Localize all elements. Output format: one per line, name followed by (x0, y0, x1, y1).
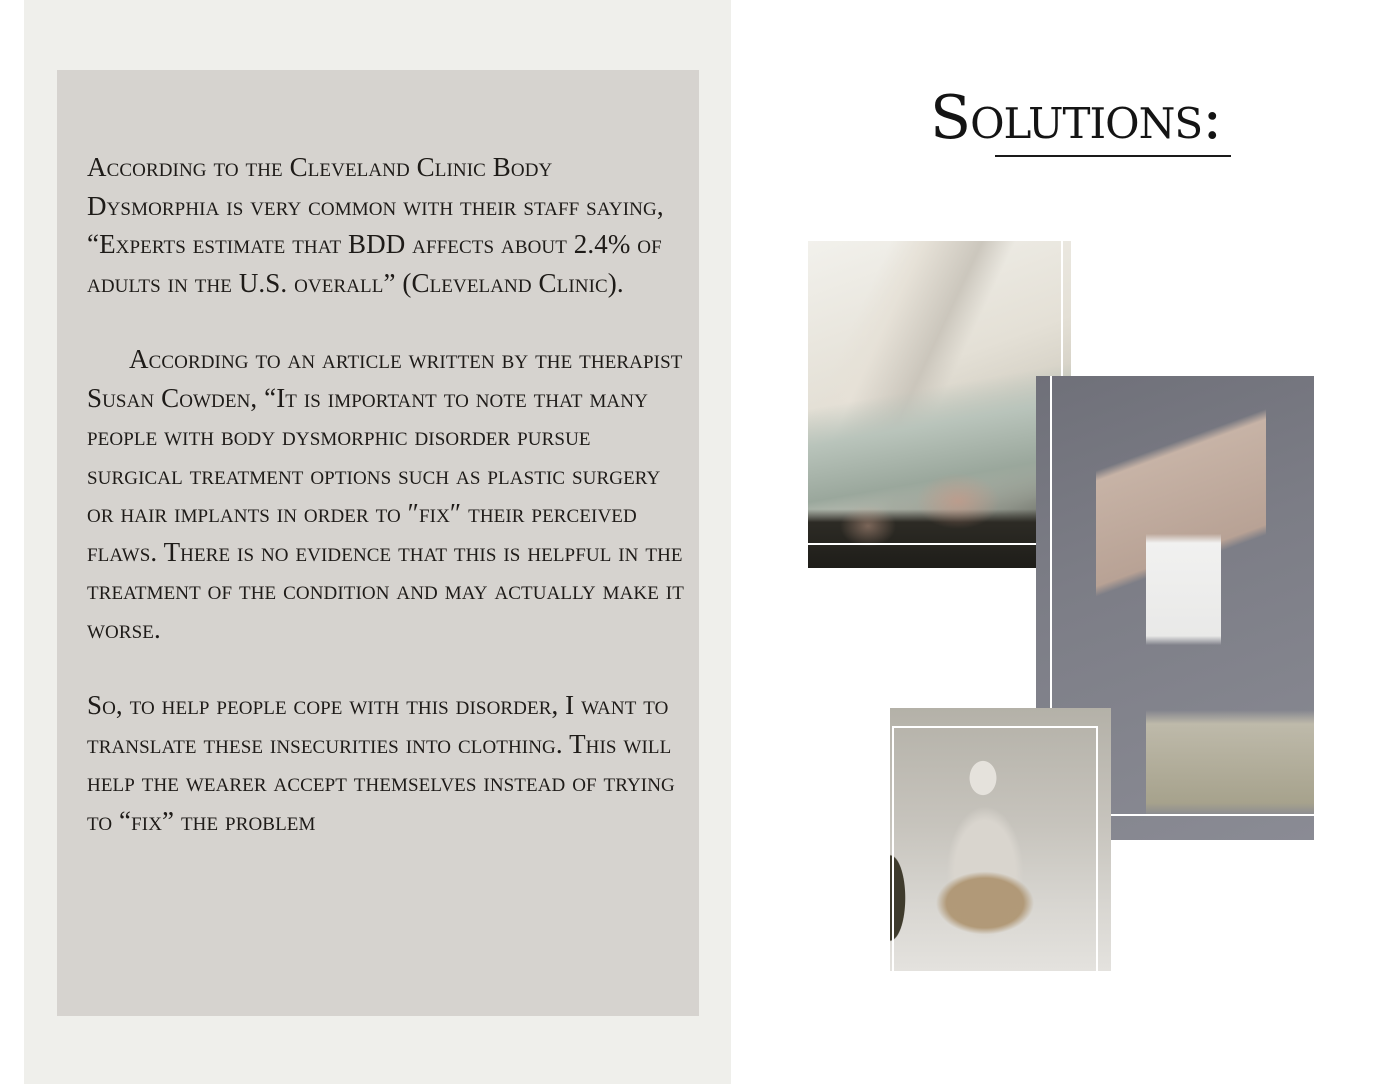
photo-mirror-white-fabric (808, 241, 1071, 568)
photo-frame-line (892, 726, 1098, 971)
photo-wrapped-figure-pillows (890, 708, 1111, 971)
page-title: Solutions: (930, 83, 1222, 153)
paragraph-solution-statement: So, to help people cope with this disorder, I want to translate these insecurities into clothing. This will help the wearer accept themselves instead of trying to “fix” the problem (87, 690, 675, 836)
title-underline (995, 155, 1231, 157)
paragraph-susan-cowden: According to an article written by the therapist Susan Cowden, “It is important to note that many people with body dysmorphic disorder pursue surgical treatment options such as plastic surgery or hair implants in order to ″fix″ their perceived flaws. There is no evidence that this is helpful in the treatment of the condition and may actually make it worse. (87, 344, 684, 644)
paragraph-cleveland-clinic: According to the Cleveland Clinic Body Dysmorphia is very common with their staff saying, “Experts estimate that BDD affects about 2.4% of adults in the U.S. overall” (Cleveland Clinic). (87, 152, 664, 298)
body-text (87, 148, 687, 840)
photo-frame-line (808, 241, 1063, 545)
